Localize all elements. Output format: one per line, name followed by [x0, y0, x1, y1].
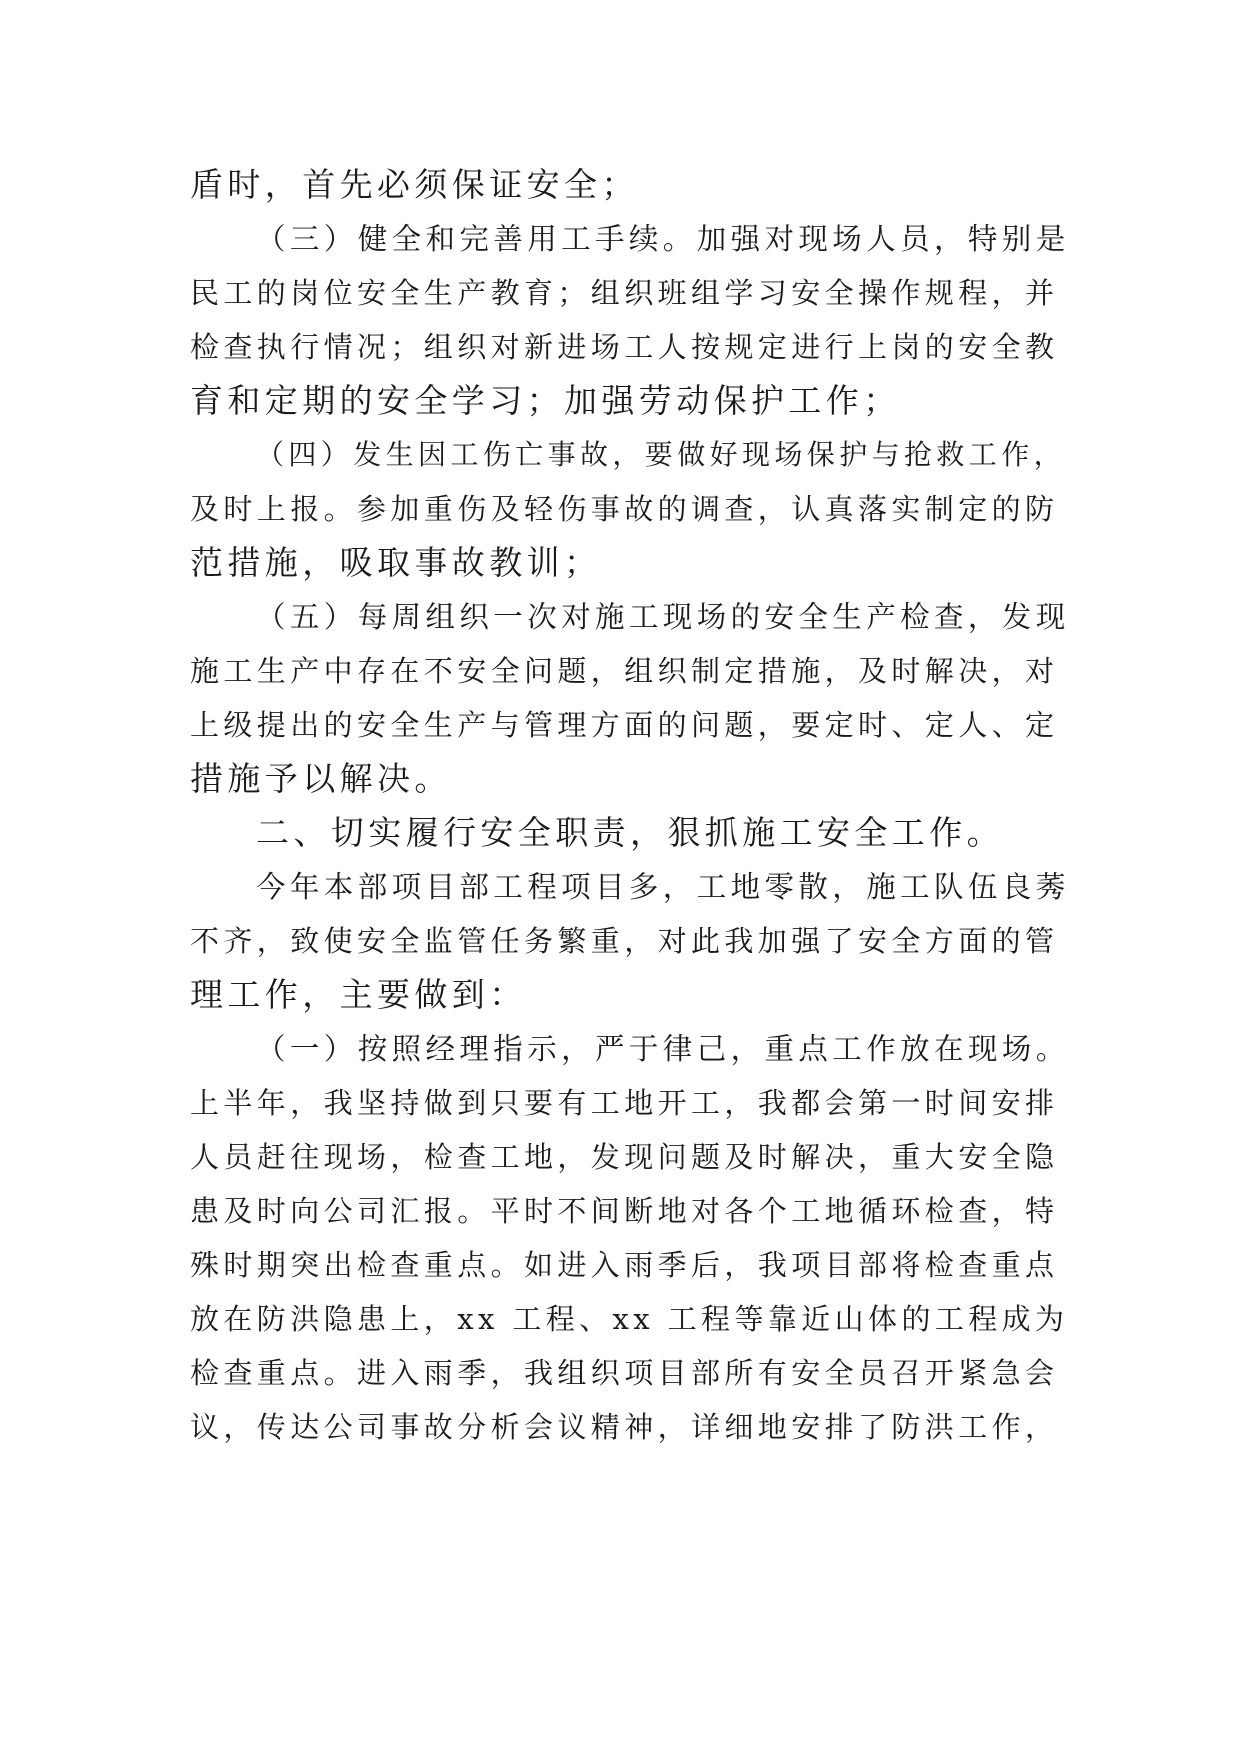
text-line: 施工生产中存在不安全问题，组织制定措施，及时解决，对 [190, 654, 1059, 688]
text-line: （三）健全和完善用工手续。加强对现场人员，特别是 [256, 222, 1070, 256]
text-line: （四）发生因工伤亡事故，要做好现场保护与抢救工作， [256, 438, 1067, 471]
text-line: 议，传达公司事故分析会议精神，详细地安排了防洪工作， [190, 1410, 1059, 1444]
text-line: 殊时期突出检查重点。如进入雨季后，我项目部将检查重点 [190, 1248, 1059, 1282]
text-line: 今年本部项目部工程项目多，工地零散，施工队伍良莠 [256, 870, 1070, 904]
text-line: 检查执行情况；组织对新进场工人按规定进行上岗的安全教 [190, 330, 1059, 364]
text-line: （五）每周组织一次对施工现场的安全生产检查，发现 [256, 600, 1070, 634]
text-line: 理工作，主要做到： [190, 975, 527, 1014]
text-line: 措施予以解决。 [190, 759, 452, 798]
text-line: （一）按照经理指示，严于律己，重点工作放在现场。 [256, 1032, 1070, 1066]
text-line: 不齐，致使安全监管任务繁重，对此我加强了安全方面的管 [190, 924, 1059, 958]
text-line: 上半年，我坚持做到只要有工地开工，我都会第一时间安排 [190, 1086, 1059, 1120]
text-line: 及时上报。参加重伤及轻伤事故的调查，认真落实制定的防 [190, 492, 1059, 526]
text-line: 患及时向公司汇报。平时不间断地对各个工地循环检查，特 [190, 1194, 1059, 1228]
text-line: 上级提出的安全生产与管理方面的问题，要定时、定人、定 [190, 708, 1059, 742]
text-line: 育和定期的安全学习；加强劳动保护工作； [190, 381, 901, 420]
text-line: 范措施，吸取事故教训； [190, 543, 602, 582]
text-line: 民工的岗位安全生产教育；组织班组学习安全操作规程，并 [190, 276, 1059, 310]
text-line: 放在防洪隐患上，xx 工程、xx 工程等靠近山体的工程成为 [190, 1302, 1069, 1336]
text-line: 盾时，首先必须保证安全； [190, 165, 639, 204]
text-line: 人员赶往现场，检查工地，发现问题及时解决，重大安全隐 [190, 1140, 1059, 1174]
text-line: 检查重点。进入雨季，我组织项目部所有安全员召开紧急会 [190, 1356, 1059, 1390]
section-heading: 二、切实履行安全职责，狠抓施工安全工作。 [256, 813, 1004, 852]
